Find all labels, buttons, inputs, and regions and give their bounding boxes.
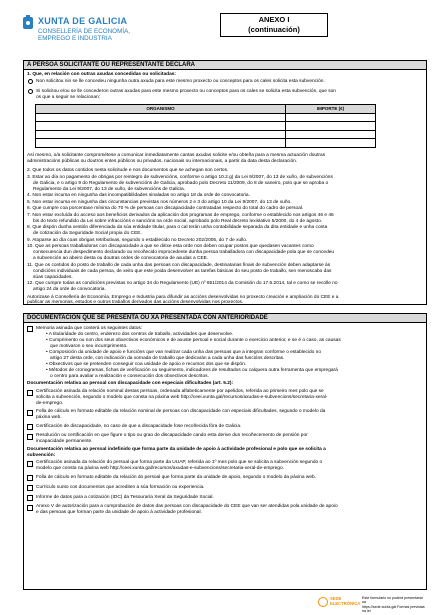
doc-1-line2: solicita a subvención, segundo o modelo que consta na páxina web http://ceei.xunta.gal/recursos/axudas-e-subvencions/secretaria-xeral- (36, 395, 328, 400)
doc-1-line1: Certificación asinada da relación nominal destas persoas, ordenada alfabeticamente por apelidos, referida ao primeiro mes polo que se (36, 389, 324, 394)
list-item: que motivaron o seu incumprimento. (50, 344, 128, 349)
organismo-cell[interactable] (36, 122, 286, 131)
declaration-item: 8. Que dispón dunha xestión diferenciada da súa entidade titular, para o cal terán unha contabilidade separada da dita entidade e unha conta (27, 225, 328, 230)
importe-cell[interactable] (286, 130, 376, 139)
logo-dept-line2: EMPREGO E INDUSTRIA (38, 35, 112, 42)
declaration-item: de Galicia, e o artigo 9 do Regulamento de subvencións de Galicia, aprobado polo Decreto 11/2009, do 8 de xaneiro, polo que se aproba o (33, 181, 329, 186)
sede-electronica-logo (318, 596, 428, 611)
declaration-item: artigo 24 da orde de convocatoria. (33, 287, 106, 292)
table-row (36, 113, 376, 122)
organismo-cell[interactable] (36, 113, 286, 122)
checkbox-doc-4[interactable] (27, 434, 33, 440)
radio-no-other-aid[interactable] (28, 79, 33, 84)
declaration-item: 12. Que cumpre todas as condicións previstas no artigo 34 do Regulamento (UE) nº 651/2014 da Comisión do 17.6.2014, tal e como se recolle no (27, 281, 338, 286)
declaration-item: 7. Non estar excluída do acceso aos beneficios derivados da aplicación dos programas de emprego, conforme o establecido nos artigos 46 e 46 (27, 213, 334, 218)
doc-3-line1: Certificación de discapacidade, no caso de que a discapacidade fose recoñecida fóra de Galicia. (36, 424, 242, 429)
checkbox-doc-1[interactable] (27, 390, 33, 396)
declaration-title: A PERSOA SOLICITANTE OU REPRESENTANTE DECLARA (24, 61, 426, 70)
list-item: • Composición da unidade de apoio e funcións que van realizar cada unha das persoas que a integran conforme o establecido no (46, 350, 322, 355)
sede-note (362, 596, 428, 613)
documentation-title: DOCUMENTACIÓN QUE SE PRESENTA OU XA PRESENTADA CON ANTERIORIDADE (24, 314, 426, 323)
option-other-aid-line2: os que a seguir se relacionan: (36, 95, 100, 100)
doc-4-line2: incapacidade permanente. (36, 439, 93, 444)
list-item: • Métodos de cronogramas, fichas de verificación ou seguimento, indicadores de resultados ou calquera outra ferramenta que empregará (46, 368, 338, 373)
doc-5-line2: modelo que consta na páxina web http://ceei.xunta.gal/recursos/axudas-e-subvencions/secretaria-xeral-de-emprego. (36, 466, 284, 471)
list-item: artigo 27 desta orde, con indicación da xornada de traballo que dedicarán a cada unha das funcións descritas. (50, 356, 285, 361)
commitment-line2: administracións públicas ou doutros entes públicos ou privados, nacionais ou internacionais, a partir da data desta declaración. (27, 159, 298, 164)
declaration-item: consecuencia dun despedimento declarado ou recoñecido improcedente dunha persoa traballadora con discapacidade pola que se concedeu (33, 250, 335, 255)
annex-subtitle: (continuación) (248, 25, 300, 34)
doc-7-line1: Currículo xunto cos documentos que acrediten a súa formación ou experiencia. (36, 485, 205, 490)
annex-title: ANEXO I (258, 15, 290, 24)
declaration-item: súas capacidades. (33, 275, 73, 280)
xunta-logo (20, 14, 140, 54)
option-other-aid-line1: Si solicitou e/ou se lle concederon outras axudas para este mesmo proxecto ou conceptos para os cales se solicita esta subvención, que son (36, 89, 336, 94)
list-item: • Cumprimento ou non dos seus obxectivos económicos e de axuste persoal e social durante o exercicio anterior, e se é o caso, as causas (46, 338, 341, 343)
memoria-label: Memoria asinada que conterá os seguintes datos: (36, 326, 143, 331)
importe-cell[interactable] (286, 122, 376, 131)
doc-2-line2: páxina web. (36, 415, 62, 420)
doc-group-heading-2b: subvención: (27, 453, 56, 458)
declaration-item: 9. Atoparse ao día coas obrigas retributivas, segundo o establecido no Decreto 202/2005, do 7 de xullo. (27, 238, 248, 243)
column-header-importe: IMPORTE (€) (286, 105, 376, 114)
checkbox-doc-6[interactable] (27, 475, 33, 481)
checkbox-doc-9[interactable] (27, 505, 33, 511)
option-no-other-aid: Non solicitou nin se lle concedeu ningunha outra axuda para este mesmo proxecto ou conceptos para os cales solicita esta subvención. (36, 79, 325, 84)
doc-group-heading-2a: Documentación relativa ao persoal indefinido que forma parte da unidade de apoio á actividade profesional e polo que se solicita a (27, 447, 326, 452)
declaration-item: a subvención ao abeiro desta ou doutras ordes de convocatoria de axudas a CEE. (33, 256, 209, 261)
commitment-line1: Así mesmo, o/a solicitante comprométese a comunicar inmediatamente cantas axudas solicite e/ou obteña para a mesma actuación doutras (27, 153, 326, 158)
doc-9-line2: e das persoas que forman parte da unidade de apoio á actividade profesional. (36, 510, 202, 515)
logo-brand: XUNTA DE GALICIA (38, 16, 128, 26)
list-item: • Obxectivos que se pretenden conseguir coa unidade de apoio e recursos dos que se dispón. (46, 362, 247, 367)
declaration-item: 2. Que todos os datos contidos nesta solicitude e nos documentos que se achegan son certos. (27, 168, 229, 173)
list-item: • A titularidade do centro, enderezo dos centros de traballo, actividades que desenvolve. (46, 332, 234, 337)
doc-1-line3: de-emprego. (36, 401, 64, 406)
logo-dept-line1: CONSELLERÍA DE ECONOMÍA, (38, 28, 131, 35)
table-row (36, 130, 376, 139)
sede-brand-line1: SEDE (330, 596, 342, 601)
sede-note-line1: Este formulario só poderá presentarse na (362, 596, 424, 605)
checkbox-doc-7[interactable] (27, 485, 33, 491)
checkbox-doc-5[interactable] (27, 461, 33, 467)
declaration-item: condicións individuais de cada persoa, de xeito que este poida desenvolver as tarefas básicas do seu posto de traballo, sen menoscabo das (33, 269, 332, 274)
sede-brand-line2: ELECTRÓNICA (330, 601, 361, 606)
organismo-cell[interactable] (36, 130, 286, 139)
checkbox-doc-3[interactable] (27, 424, 33, 430)
doc-5-line1: Certificación asinada da relación do persoal que forma parte da UUAP, referida ao 1º mes polo que se solicita a subvención segundo o (36, 460, 323, 465)
declaration-item: bis do texto refundido da Lei sobre infraccións e sancións na orde social, aprobado polo Real decreto lexislativo 5/2000, do 4 de agosto. (33, 219, 323, 224)
sede-note-line2: https://sede.xunta.gal Formas previstas na lei (362, 604, 425, 613)
declaration-item: 3. Estar ao día no pagamento de obrigas por reintegro de subvencións, conforme o artigo 10.2.g) da Lei 9/2007, do 13 de xuño, de subvencións (27, 175, 333, 180)
radio-other-aid[interactable] (28, 89, 33, 94)
sede-brand (330, 596, 360, 606)
declaration-item: 5. Non estar incursa en ningunha das circunstancias previstas nos números 2 e 3 do artigo 10 da Lei 9/2007, do 13 de xuño. (27, 200, 292, 205)
column-header-organismo: ORGANISMO (36, 105, 286, 114)
declaration-item: de cotización da Seguridade Social propia do CEE. (33, 231, 142, 236)
declaration-item: 11. Que os contidos do posto de traballo de cada unha das persoas con discapacidade, destinatarias finais de subvención deben adaptarse ás (27, 263, 331, 268)
declaration-item: Regulamento da Lei 9/2007, do 13 de xuño, de subvencións de Galicia. (33, 187, 186, 192)
galicia-crest-icon (22, 15, 34, 31)
checkbox-doc-2[interactable] (27, 410, 33, 416)
list-item: o centro para avaliar a realización e consecución dos obxectivos descritos. (50, 374, 209, 379)
doc-2-line1: Folla de cálculo en formato editable da relación nominal de persoas con discapacidade con especiais dificultades, segundo o modelo da (36, 409, 326, 414)
checkbox-doc-8[interactable] (27, 495, 33, 501)
importe-cell[interactable] (286, 113, 376, 122)
doc-8-line1: Informe de datos para a cotización (IDC) da Tesouraría Xeral da Seguridade Social. (36, 495, 214, 500)
table-header-row (36, 105, 376, 114)
table-row (36, 122, 376, 131)
doc-4-line1: Resolución ou certificación en que figure o tipo ou grao de discapacidade cando esta derive dun recoñecemento de pensión por (36, 433, 308, 438)
importe-cell[interactable] (286, 139, 376, 148)
annex-label (220, 13, 328, 37)
authorization-line1: Autorizase á Consellería de Economía, Emprego e Industria para difundir as accións desenvolvidas no proxecto creación e ampliación do CEE e a (27, 295, 339, 300)
authorization-line2: publicar as memorias, estudos e outros traballos derivados das accións desenvolvidas nos proxectos. (27, 300, 244, 305)
question-1: 1. Que, en relación con outras axudas concedidas ou solicitadas: (27, 72, 177, 77)
sede-ring-icon (318, 597, 328, 607)
checkbox-memoria[interactable] (27, 326, 33, 332)
other-aid-table (35, 104, 376, 148)
declaration-item: 6. Que cumpre coa porcentaxe mínima do 70 % de persoas con discapacidade contratadas respecto do total do cadro de persoal. (27, 206, 304, 211)
doc-group-heading-1: Documentación relativa ao persoal con discapacidade con especiais dificultades (art. 5.2): (27, 381, 234, 386)
declaration-item: 10. Que as persoas traballadoras con discapacidade a que se dirixe esta orde non deben ocupar postos que quedasen vacantes como (27, 244, 314, 249)
organismo-cell[interactable] (36, 139, 286, 148)
doc-9-line1: Anexo V de autorización para a comprobación de datos das persoas con discapacidade do CEE que van ser atendidas pola unidade de apoio (36, 504, 338, 509)
declaration-item: 4. Non estar incursa en ningunha das incompatibilidades sinaladas no artigo 18 da orde de convocatoria. (27, 193, 250, 198)
doc-6-line1: Folla de cálculo en formato editable da relación do persoal que forma parte da unidade de apoio, segundo o modelo da páxina web. (36, 475, 317, 480)
table-row (36, 139, 376, 148)
